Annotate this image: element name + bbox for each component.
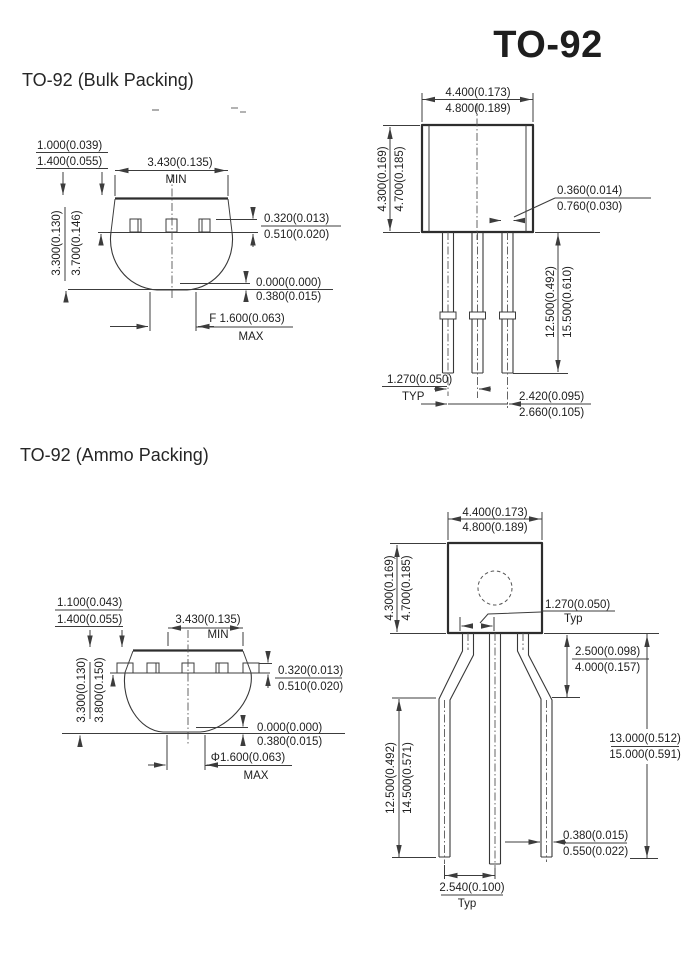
bulk-side-pitch-note: TYP bbox=[402, 391, 425, 403]
ammo-front-standoff-max-label: 0.380(0.015) bbox=[257, 736, 323, 748]
bulk-front-flat-label: F 1.600(0.063) bbox=[209, 313, 285, 325]
ammo-side-kink-max-label: 4.000(0.157) bbox=[575, 662, 641, 674]
ammo-front-height-max-label: 3.800(0.150) bbox=[94, 657, 106, 723]
ammo-front-tab-max-label: 0.510(0.020) bbox=[278, 681, 344, 693]
bulk-side-length-min-label: 12.500(0.492) bbox=[545, 266, 557, 338]
bulk-side-view bbox=[377, 87, 651, 419]
bulk-front-standoff-max-label: 0.380(0.015) bbox=[256, 291, 322, 303]
bulk-side-lead-min-label: 0.360(0.014) bbox=[557, 185, 623, 197]
ammo-side-kink-min-label: 2.500(0.098) bbox=[575, 646, 641, 658]
dim-bulk-front-offset bbox=[36, 140, 108, 195]
bulk-front-width-label: 3.430(0.135) bbox=[147, 157, 213, 169]
ammo-side-total-max-label: 15.000(0.591) bbox=[609, 749, 681, 761]
bulk-front-offset-min-label: 1.000(0.039) bbox=[37, 140, 103, 152]
ammo-side-span-note: Typ bbox=[457, 898, 477, 910]
dim-ammo-side-width bbox=[448, 507, 542, 540]
dim-bulk-front-standoff bbox=[68, 274, 333, 303]
dim-bulk-front-height bbox=[51, 207, 101, 301]
bulk-side-pitch-label: 1.270(0.050) bbox=[387, 374, 453, 386]
dim-bulk-front-tab bbox=[216, 209, 341, 247]
ammo-side-width-min-label: 4.400(0.173) bbox=[462, 507, 528, 519]
ammo-side-length-min-label: 12.500(0.492) bbox=[385, 742, 397, 814]
bulk-front-height-min-label: 3.300(0.130) bbox=[51, 210, 63, 276]
ammo-side-height-min-label: 4.300(0.169) bbox=[384, 555, 396, 621]
bulk-front-view bbox=[36, 140, 341, 343]
page-title: TO-92 bbox=[493, 24, 603, 66]
dim-ammo-side-lead-width bbox=[505, 830, 628, 858]
dim-bulk-side-width bbox=[422, 87, 533, 122]
bulk-side-height-min-label: 4.300(0.169) bbox=[377, 146, 389, 212]
dim-ammo-side-pitch-top bbox=[460, 599, 615, 631]
ammo-front-offset-max-label: 1.400(0.055) bbox=[57, 614, 123, 626]
bulk-front-package-outline bbox=[98, 174, 258, 300]
ammo-side-span-label: 2.540(0.100) bbox=[439, 882, 505, 894]
dim-bulk-side-span bbox=[421, 391, 591, 419]
dim-bulk-side-length bbox=[513, 233, 600, 374]
ammo-side-lead-min-label: 0.380(0.015) bbox=[563, 830, 629, 842]
bulk-front-standoff-min-label: 0.000(0.000) bbox=[256, 277, 322, 289]
bulk-section-heading: TO-92 (Bulk Packing) bbox=[22, 70, 194, 90]
ammo-front-view bbox=[55, 597, 345, 782]
dim-ammo-side-kink bbox=[544, 634, 659, 698]
ammo-side-view bbox=[384, 507, 681, 910]
ammo-front-package-outline bbox=[110, 630, 270, 744]
dim-bulk-side-pitch bbox=[382, 374, 491, 403]
dim-bulk-side-height bbox=[377, 126, 420, 233]
dim-ammo-front-offset bbox=[55, 597, 123, 647]
ammo-section-heading: TO-92 (Ammo Packing) bbox=[20, 445, 209, 465]
ammo-side-lead-max-label: 0.550(0.022) bbox=[563, 846, 629, 858]
bulk-side-width-max-label: 4.800(0.189) bbox=[445, 103, 511, 115]
ammo-side-pitch-label: 1.270(0.050) bbox=[545, 599, 611, 611]
bulk-front-width-note: MIN bbox=[165, 174, 187, 186]
ammo-front-flat-note: MAX bbox=[243, 770, 269, 782]
bulk-front-tab-max-label: 0.510(0.020) bbox=[264, 229, 330, 241]
dim-ammo-side-pitch-bottom bbox=[439, 865, 504, 910]
bulk-front-flat-note: MAX bbox=[238, 331, 264, 343]
ammo-front-standoff-min-label: 0.000(0.000) bbox=[257, 722, 323, 734]
ammo-front-width-note: MIN bbox=[207, 629, 229, 641]
bulk-side-length-max-label: 15.500(0.610) bbox=[562, 266, 574, 338]
ammo-side-height-max-label: 4.700(0.185) bbox=[401, 555, 413, 621]
dim-ammo-side-height bbox=[384, 544, 446, 634]
bulk-front-height-max-label: 3.700(0.146) bbox=[71, 210, 83, 276]
bulk-side-span-min-label: 2.420(0.095) bbox=[519, 391, 585, 403]
bulk-side-width-min-label: 4.400(0.173) bbox=[445, 87, 511, 99]
bulk-side-height-max-label: 4.700(0.185) bbox=[394, 146, 406, 212]
bulk-front-offset-max-label: 1.400(0.055) bbox=[37, 156, 103, 168]
ammo-front-height-min-label: 3.300(0.130) bbox=[76, 657, 88, 723]
dim-ammo-front-tab bbox=[259, 653, 343, 693]
ammo-side-pitch-note: Typ bbox=[564, 613, 583, 625]
ammo-side-length-max-label: 14.500(0.571) bbox=[402, 742, 414, 814]
dim-ammo-front-width bbox=[168, 614, 243, 646]
bulk-side-span-max-label: 2.660(0.105) bbox=[519, 407, 585, 419]
ammo-side-leads bbox=[439, 633, 552, 877]
dim-ammo-side-length bbox=[385, 698, 436, 858]
ammo-front-offset-min-label: 1.100(0.043) bbox=[57, 597, 123, 609]
ammo-front-flat-label: Φ1.600(0.063) bbox=[210, 752, 286, 764]
dim-ammo-front-height bbox=[76, 657, 113, 746]
dim-bulk-front-width bbox=[115, 157, 228, 196]
bulk-side-lead-max-label: 0.760(0.030) bbox=[557, 201, 623, 213]
ammo-front-width-label: 3.430(0.135) bbox=[175, 614, 241, 626]
ammo-side-width-max-label: 4.800(0.189) bbox=[462, 522, 528, 534]
bulk-side-package-outline bbox=[422, 104, 533, 240]
mounting-hole bbox=[478, 571, 512, 605]
ammo-side-total-min-label: 13.000(0.512) bbox=[609, 733, 681, 745]
dim-bulk-side-lead-width bbox=[490, 185, 651, 221]
ammo-front-tab-min-label: 0.320(0.013) bbox=[278, 665, 344, 677]
ammo-side-package-outline bbox=[448, 543, 542, 633]
bulk-front-tab-min-label: 0.320(0.013) bbox=[264, 213, 330, 225]
stray-marks bbox=[152, 108, 246, 112]
